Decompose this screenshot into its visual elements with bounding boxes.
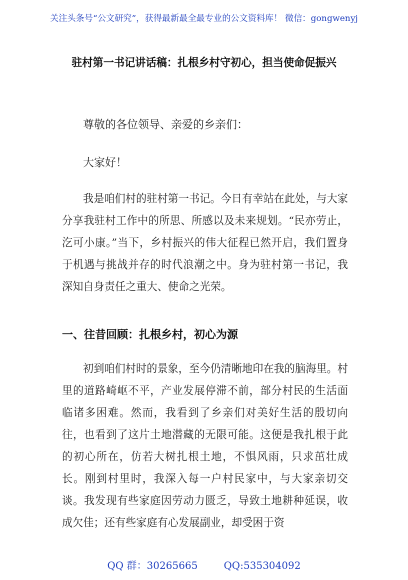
footer-qq-group: QQ 群：30265665: [107, 561, 198, 572]
greeting-line: 尊敬的各位领导、亲爱的乡亲们：: [83, 118, 248, 131]
footer-qq: QQ:535304092: [223, 561, 301, 572]
paragraph-review: 初到咱们村时的景象，至今仍清晰地印在我的脑海里。村里的道路崎岖不平，产业发展停滞不前，部分村民的生活面临诸多困难。然而，我看到了乡亲们对美好生活的殷切向往，也看到了这片土地潜藏的无限可能。这便是我扎根于此的初心所在，仿若大树扎根土地，不惧风雨，只求茁壮成长。刚到村里时，我深入每一户村民家中，与大家亲切交谈。我发现有些家庭因劳动力匮乏，导致土地耕种延误，收成欠佳；还有些家庭有心发展副业，却受困于资: [62, 363, 348, 529]
hello-line: 大家好！: [83, 156, 127, 169]
paragraph-intro: 我是咱们村的驻村第一书记。今日有幸站在此处，与大家分享我驻村工作中的所思、所感以及未来规划。“民亦劳止，汔可小康。”当下，乡村振兴的伟大征程已然开启，我们置身于机遇与挑战并存的时代浪潮之中。身为驻村第一书记，我深知自身责任之重大、使命之光荣。: [62, 193, 348, 293]
footer-contact: [0, 557, 408, 572]
document-title: 驻村第一书记讲话稿：扎根乡村守初心，担当使命促振兴: [71, 57, 337, 69]
header-banner: 关注头条号“公文研究”，获得最新最全最专业的公文资料库！ 微信：gongwenyj: [50, 14, 358, 24]
section-heading-1: 一、往昔回顾：扎根乡村，初心为源: [62, 328, 238, 341]
